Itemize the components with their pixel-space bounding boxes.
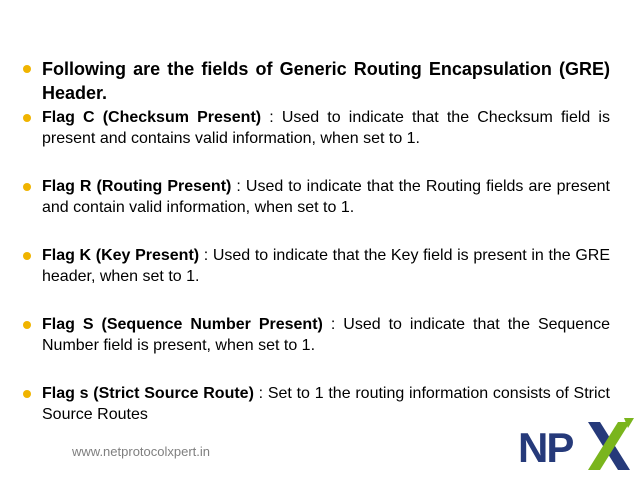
term-label: Flag s (Strict Source Route)	[42, 385, 254, 402]
bullet-icon	[23, 65, 31, 73]
intro-text: Following are the fields of Generic Routing Encapsulation (GRE) Header.	[42, 59, 610, 103]
x-logo-icon	[584, 418, 634, 474]
term-description: : Set to 1 the routing information consists of Strict Source Routes	[42, 385, 610, 423]
website-watermark: www.netprotocolxpert.in	[72, 444, 211, 459]
term-label: Flag S (Sequence Number Present)	[42, 316, 323, 333]
list-item-flag-k	[20, 245, 610, 287]
intro-item	[20, 57, 610, 105]
term-label: Flag K (Key Present)	[42, 247, 200, 264]
term-label: Flag R (Routing Present)	[42, 178, 232, 195]
term-description: : Used to indicate that the Checksum field is present and contains valid information, when set to 1.	[42, 109, 610, 147]
logo-text: NP	[518, 424, 573, 471]
bullet-icon	[23, 252, 31, 260]
bullet-icon	[23, 321, 31, 329]
bullet-list	[20, 57, 610, 425]
bullet-icon	[23, 183, 31, 191]
term-description: : Used to indicate that the Key field is present in the GRE header, when set to 1.	[42, 247, 611, 285]
term-description: : Used to indicate that the Sequence Number field is present, when set to 1.	[42, 316, 611, 354]
npx-logo	[518, 418, 638, 478]
list-item-flag-s-upper	[20, 314, 610, 356]
bullet-icon	[23, 390, 31, 398]
list-item-flag-r	[20, 176, 610, 218]
term-label: Flag C (Checksum Present)	[42, 109, 262, 126]
list-item-flag-c	[20, 107, 610, 149]
bullet-icon	[23, 114, 31, 122]
term-description: : Used to indicate that the Routing fields are present and contain valid information, when set to 1.	[42, 178, 610, 216]
